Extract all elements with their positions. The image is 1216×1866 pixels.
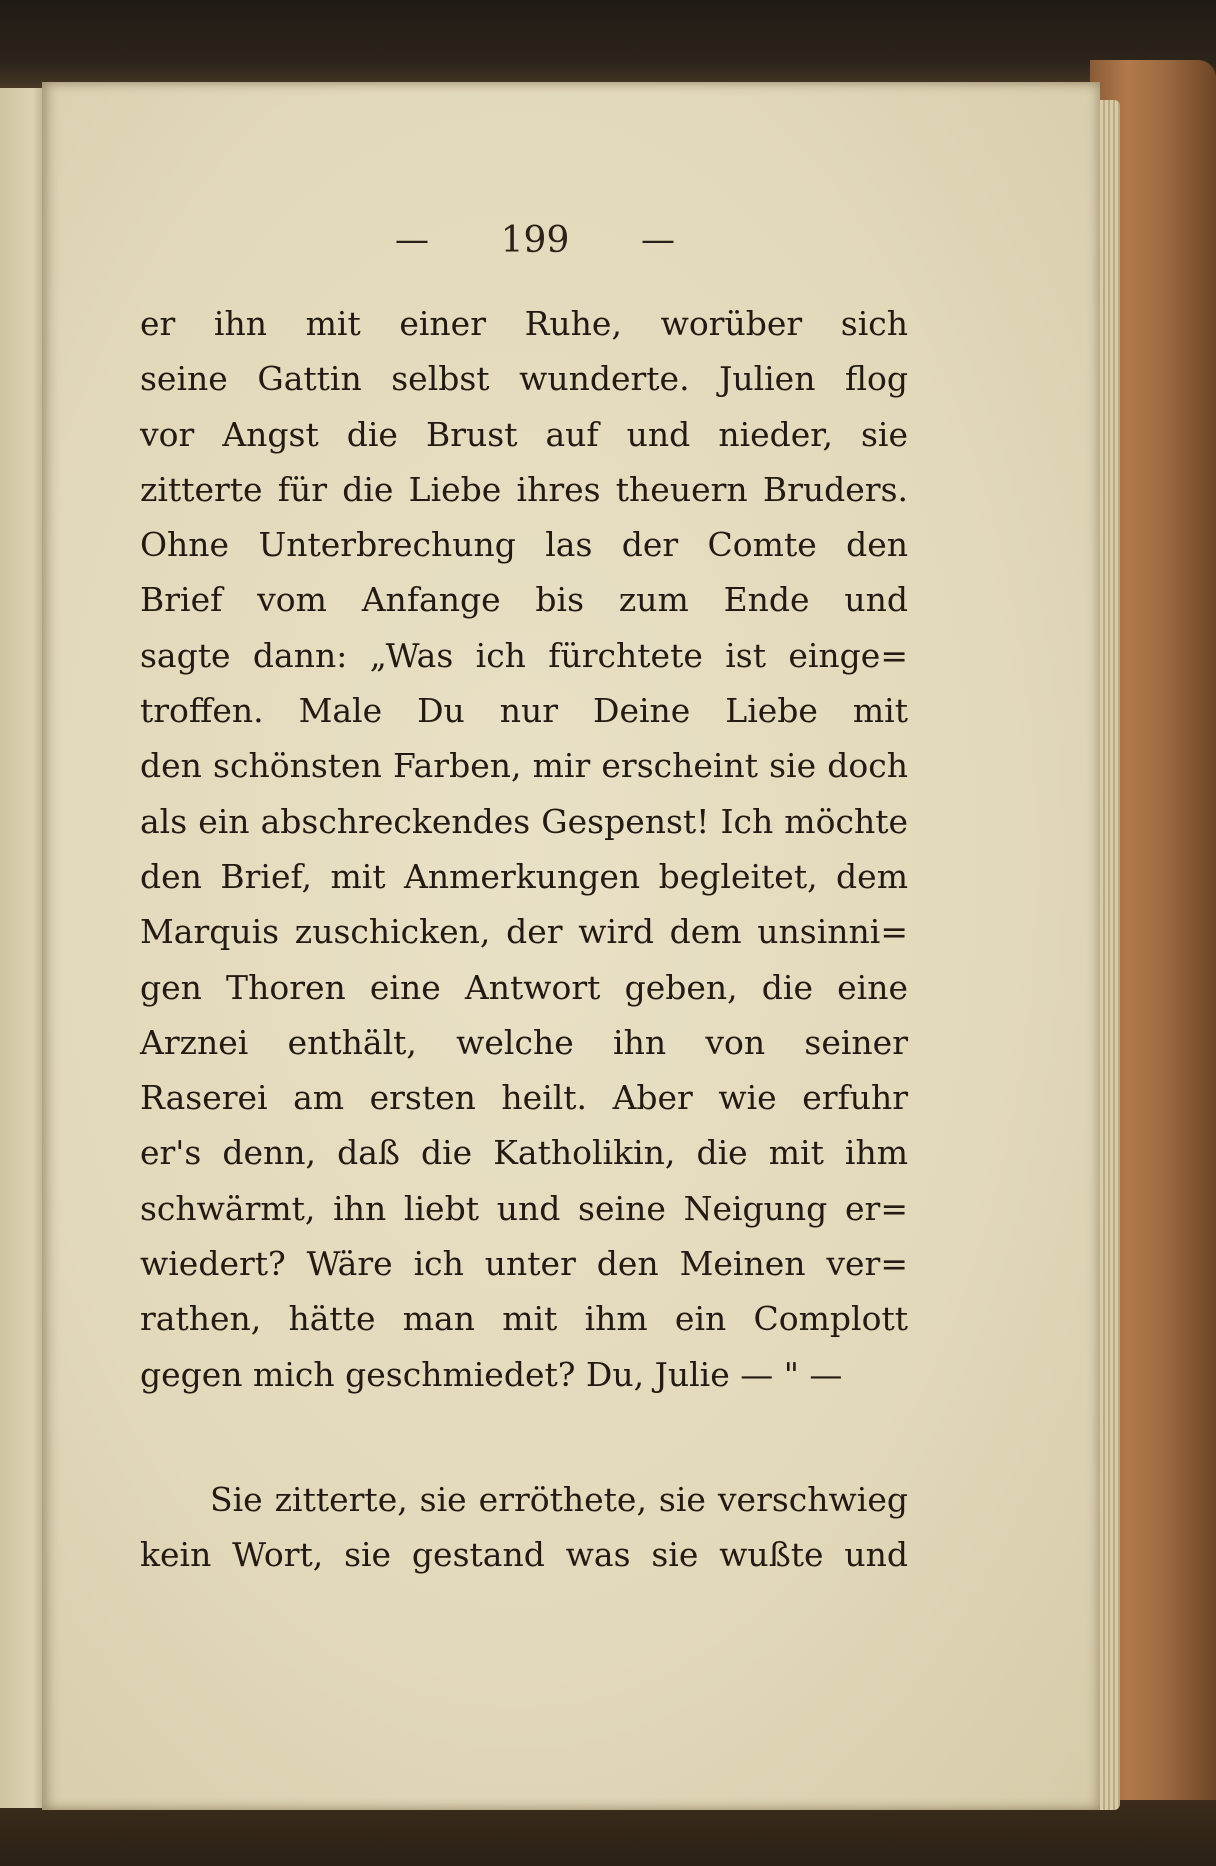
book-cover-top [0, 0, 1216, 90]
text-line: er's denn, daß die Katholikin, die mit ihm [140, 1133, 908, 1173]
text-line: schwärmt, ihn liebt und seine Neigung er= [140, 1188, 908, 1228]
text-line: vor Angst die Brust auf und nieder, sie [140, 414, 908, 454]
text-line: den Brief, mit Anmerkungen begleitet, dem [140, 856, 908, 896]
text-line: er ihn mit einer Ruhe, worüber sich [140, 304, 908, 343]
page-header [395, 215, 675, 265]
text-line: gen Thoren eine Antwort geben, die eine [140, 967, 908, 1007]
header-dash-right: — [641, 220, 675, 260]
text-line: Brief vom Anfange bis zum Ende und [140, 580, 908, 620]
text-line: Marquis zuschicken, der wird dem unsinni= [140, 912, 908, 952]
text-line: seine Gattin selbst wunderte. Julien flog [140, 359, 908, 399]
page-body [140, 296, 908, 1583]
text-line: zitterte für die Liebe ihres theuern Bruders. [140, 469, 908, 509]
text-line: Arznei enthält, welche ihn von seiner [140, 1022, 908, 1062]
text-line: gegen mich geschmiedet? Du, Julie — " — [140, 1354, 843, 1394]
page-number: 199 [500, 219, 570, 261]
facing-page-edge [0, 88, 46, 1808]
header-dash-left: — [395, 220, 429, 260]
text-line: wiedert? Wäre ich unter den Meinen ver= [140, 1244, 908, 1284]
paragraph-gap [140, 1402, 908, 1472]
text-line: sagte dann: „Was ich fürchtete ist einge= [140, 635, 908, 675]
text-line: kein Wort, sie gestand was sie wußte und [140, 1535, 908, 1575]
text-line: den schönsten Farben, mir erscheint sie doch [140, 746, 908, 786]
text-line: als ein abschreckendes Gespenst! Ich möchte [140, 801, 908, 841]
text-line: Ohne Unterbrechung las der Comte den [140, 525, 908, 565]
text-line: troffen. Male Du nur Deine Liebe mit [140, 691, 908, 731]
text-line: Sie zitterte, sie erröthete, sie verschwieg [210, 1479, 908, 1519]
text-line: Raserei am ersten heilt. Aber wie erfuhr [140, 1078, 908, 1118]
text-line: rathen, hätte man mit ihm ein Complott [140, 1299, 908, 1339]
